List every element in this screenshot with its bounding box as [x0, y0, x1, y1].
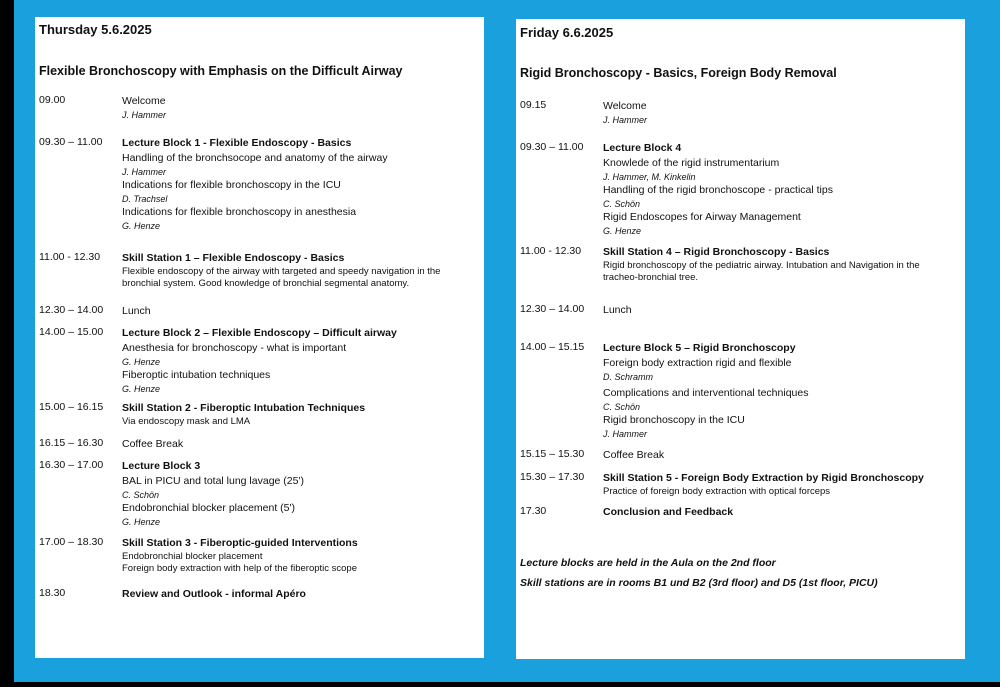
session-topic: Rigid Endoscopes for Airway Management	[603, 211, 801, 223]
session-content	[603, 471, 959, 498]
session-content	[603, 245, 959, 284]
session-description: Flexible endoscopy of the airway with targeted and speedy navigation in the	[122, 266, 441, 277]
session-time: 09.30 – 11.00	[39, 136, 103, 148]
session-time: 09.30 – 11.00	[520, 141, 584, 153]
session-time: 14.00 – 15.00	[39, 326, 104, 338]
session-speaker: D. Schramm	[603, 372, 654, 382]
session-speaker: J. Hammer, M. Kinkelin	[603, 172, 696, 182]
session-content	[603, 141, 959, 237]
session-time: 09.15	[520, 99, 547, 111]
session-content	[122, 326, 478, 395]
session-content	[122, 304, 478, 319]
session-description: bronchial system. Good knowledge of bronchial segmental anatomy.	[122, 278, 410, 289]
session-content	[603, 448, 959, 463]
session-topic: BAL in PICU and total lung lavage (25')	[122, 475, 304, 487]
session-content	[122, 251, 478, 290]
session-content	[122, 94, 478, 121]
session-time: 15.15 – 15.30	[520, 448, 585, 460]
session-heading: Conclusion and Feedback	[603, 506, 734, 518]
session-time: 16.30 – 17.00	[39, 459, 104, 471]
session-content	[122, 437, 478, 452]
session-time: 16.15 – 16.30	[39, 437, 104, 449]
session-heading: Lecture Block 1 - Flexible Endoscopy - Basics	[122, 137, 352, 149]
session-topic: Handling of the rigid bronchoscope - practical tips	[603, 184, 833, 196]
session-speaker: G. Henze	[122, 517, 161, 527]
session-time: 11.00 - 12.30	[520, 245, 582, 257]
session-heading: Review and Outlook - informal Apéro	[122, 588, 306, 600]
session-speaker: C. Schön	[603, 402, 641, 412]
session-heading: Skill Station 2 - Fiberoptic Intubation Techniques	[122, 402, 366, 414]
session-content	[122, 459, 478, 528]
session-heading: Lecture Block 5 – Rigid Bronchoscopy	[603, 342, 796, 354]
session-topic: Endobronchial blocker placement (5')	[122, 502, 296, 514]
session-heading: Skill Station 3 - Fiberoptic-guided Interventions	[122, 537, 358, 549]
session-time: 14.00 – 15.15	[520, 341, 585, 353]
session-time: 15.00 – 16.15	[39, 401, 104, 413]
session-time: 11.00 - 12.30	[39, 251, 101, 263]
session-speaker: G. Henze	[122, 357, 161, 367]
session-heading: Lecture Block 2 – Flexible Endoscopy – Difficult airway	[122, 327, 397, 339]
session-topic: Indications for flexible bronchoscopy in anesthesia	[122, 206, 357, 218]
session-heading: Welcome	[603, 100, 647, 112]
session-content	[122, 136, 478, 232]
session-heading: Lecture Block 4	[603, 142, 682, 154]
session-topic: Rigid bronchoscopy in the ICU	[603, 414, 745, 426]
session-topic: Anesthesia for bronchoscopy - what is important	[122, 342, 347, 354]
session-speaker: C. Schön	[603, 199, 641, 209]
session-time: 18.30	[39, 587, 66, 599]
thursday-panel	[35, 17, 484, 658]
session-description: Practice of foreign body extraction with optical forceps	[603, 486, 831, 497]
friday-date: Friday 6.6.2025	[520, 25, 614, 40]
note-skill-location: Skill stations are in rooms B1 und B2 (3rd floor) and D5 (1st floor, PICU)	[520, 577, 878, 589]
session-time: 09.00	[39, 94, 66, 106]
session-content	[122, 587, 478, 602]
session-description: Via endoscopy mask and LMA	[122, 416, 251, 427]
session-topic: Foreign body extraction rigid and flexible	[603, 357, 792, 369]
session-topic: Fiberoptic intubation techniques	[122, 369, 271, 381]
session-heading: Welcome	[122, 95, 166, 107]
thursday-date: Thursday 5.6.2025	[39, 22, 152, 37]
session-description: Rigid bronchoscopy of the pediatric airway. Intubation and Navigation in the	[603, 260, 920, 271]
session-speaker: J. Hammer	[603, 429, 648, 439]
note-lecture-location: Lecture blocks are held in the Aula on the 2nd floor	[520, 557, 776, 569]
session-content	[603, 303, 959, 318]
session-heading: Lecture Block 3	[122, 460, 201, 472]
session-content	[603, 505, 959, 520]
session-speaker: C. Schön	[122, 490, 160, 500]
session-topic: Knowlede of the rigid instrumentarium	[603, 157, 780, 169]
session-content	[603, 341, 959, 440]
session-topic: Handling of the bronchsocope and anatomy of the airway	[122, 152, 388, 164]
session-time: 12.30 – 14.00	[520, 303, 585, 315]
friday-title: Rigid Bronchoscopy - Basics, Foreign Body Removal	[520, 66, 837, 80]
thursday-title: Flexible Bronchoscopy with Emphasis on the Difficult Airway	[39, 64, 403, 78]
session-speaker: D. Trachsel	[122, 194, 168, 204]
session-description: Endobronchial blocker placement	[122, 551, 263, 562]
session-content	[122, 536, 478, 575]
session-speaker: J. Hammer	[122, 167, 167, 177]
session-speaker: G. Henze	[603, 226, 642, 236]
session-speaker: J. Hammer	[122, 110, 167, 120]
friday-panel	[516, 19, 965, 659]
session-heading: Skill Station 5 - Foreign Body Extraction by Rigid Bronchoscopy	[603, 472, 924, 484]
session-speaker: J. Hammer	[603, 115, 648, 125]
session-time: 12.30 – 14.00	[39, 304, 104, 316]
session-topic: Complications and interventional techniques	[603, 387, 809, 399]
session-description: tracheo-bronchial tree.	[603, 272, 699, 283]
session-heading: Lunch	[603, 304, 632, 316]
session-time: 17.30	[520, 505, 547, 517]
session-content	[603, 99, 959, 126]
session-time: 17.00 – 18.30	[39, 536, 104, 548]
session-content	[122, 401, 478, 428]
session-heading: Skill Station 4 – Rigid Bronchoscopy - Basics	[603, 246, 830, 258]
session-time: 15.30 – 17.30	[520, 471, 585, 483]
session-description: Foreign body extraction with help of the fiberoptic scope	[122, 563, 357, 574]
session-heading: Coffee Break	[122, 438, 184, 450]
session-speaker: G. Henze	[122, 221, 161, 231]
session-heading: Coffee Break	[603, 449, 665, 461]
session-heading: Skill Station 1 – Flexible Endoscopy - Basics	[122, 252, 345, 264]
session-heading: Lunch	[122, 305, 151, 317]
session-speaker: G. Henze	[122, 384, 161, 394]
session-topic: Indications for flexible bronchoscopy in the ICU	[122, 179, 341, 191]
